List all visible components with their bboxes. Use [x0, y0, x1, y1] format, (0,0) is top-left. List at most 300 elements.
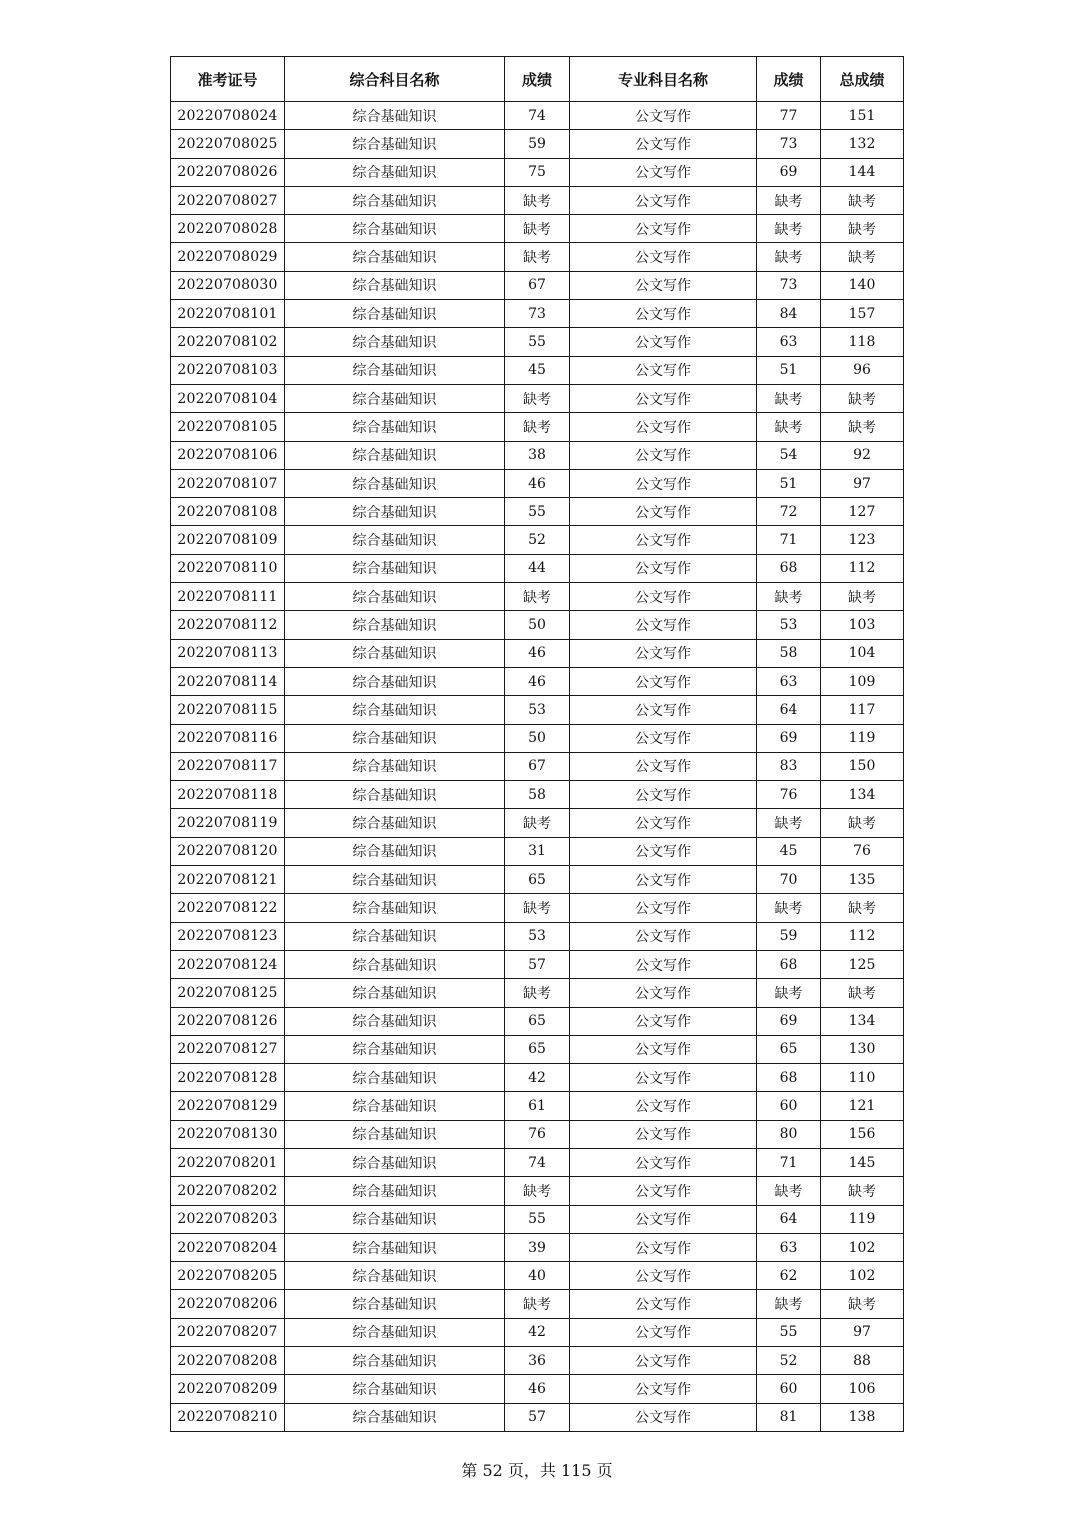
cell-general-score: 53 [505, 922, 570, 950]
table-row [171, 611, 904, 639]
cell-general-score: 74 [505, 102, 570, 130]
table-row [171, 696, 904, 724]
cell-major-subject: 公文写作 [570, 1262, 757, 1290]
cell-major-score: 53 [757, 611, 821, 639]
cell-general-score: 42 [505, 1064, 570, 1092]
cell-general-subject: 综合基础知识 [285, 724, 505, 752]
table-row [171, 1148, 904, 1176]
cell-general-score: 75 [505, 158, 570, 186]
cell-major-score: 62 [757, 1262, 821, 1290]
header-major-subject: 专业科目名称 [570, 57, 757, 102]
cell-major-subject: 公文写作 [570, 1375, 757, 1403]
cell-major-score: 缺考 [757, 583, 821, 611]
cell-total-score: 缺考 [821, 809, 904, 837]
cell-general-score: 61 [505, 1092, 570, 1120]
cell-major-subject: 公文写作 [570, 752, 757, 780]
table-row [171, 300, 904, 328]
cell-major-subject: 公文写作 [570, 158, 757, 186]
cell-exam-id: 20220708210 [171, 1403, 285, 1431]
cell-major-score: 64 [757, 1205, 821, 1233]
cell-exam-id: 20220708202 [171, 1177, 285, 1205]
cell-total-score: 127 [821, 498, 904, 526]
cell-general-subject: 综合基础知识 [285, 639, 505, 667]
cell-major-subject: 公文写作 [570, 1318, 757, 1346]
cell-major-score: 68 [757, 950, 821, 978]
cell-total-score: 119 [821, 724, 904, 752]
table-row [171, 979, 904, 1007]
cell-major-score: 缺考 [757, 413, 821, 441]
cell-exam-id: 20220708126 [171, 1007, 285, 1035]
cell-general-subject: 综合基础知识 [285, 781, 505, 809]
table-row [171, 328, 904, 356]
cell-major-subject: 公文写作 [570, 300, 757, 328]
cell-major-subject: 公文写作 [570, 894, 757, 922]
cell-major-subject: 公文写作 [570, 611, 757, 639]
cell-exam-id: 20220708115 [171, 696, 285, 724]
header-major-score: 成绩 [757, 57, 821, 102]
cell-total-score: 134 [821, 1007, 904, 1035]
cell-general-score: 缺考 [505, 583, 570, 611]
cell-general-score: 44 [505, 554, 570, 582]
table-row [171, 752, 904, 780]
cell-major-subject: 公文写作 [570, 554, 757, 582]
cell-total-score: 缺考 [821, 894, 904, 922]
cell-major-subject: 公文写作 [570, 102, 757, 130]
cell-total-score: 103 [821, 611, 904, 639]
table-row [171, 1205, 904, 1233]
cell-general-subject: 综合基础知识 [285, 1148, 505, 1176]
cell-major-subject: 公文写作 [570, 866, 757, 894]
cell-general-subject: 综合基础知识 [285, 413, 505, 441]
cell-major-subject: 公文写作 [570, 639, 757, 667]
cell-general-score: 缺考 [505, 413, 570, 441]
cell-general-score: 50 [505, 611, 570, 639]
cell-major-score: 72 [757, 498, 821, 526]
cell-exam-id: 20220708105 [171, 413, 285, 441]
cell-general-score: 39 [505, 1233, 570, 1261]
cell-exam-id: 20220708114 [171, 667, 285, 695]
cell-general-score: 55 [505, 328, 570, 356]
cell-major-score: 77 [757, 102, 821, 130]
cell-general-subject: 综合基础知识 [285, 328, 505, 356]
cell-major-score: 45 [757, 837, 821, 865]
cell-general-score: 57 [505, 950, 570, 978]
cell-exam-id: 20220708108 [171, 498, 285, 526]
cell-general-subject: 综合基础知识 [285, 837, 505, 865]
cell-major-score: 缺考 [757, 215, 821, 243]
cell-exam-id: 20220708130 [171, 1120, 285, 1148]
table-row [171, 781, 904, 809]
table-row [171, 498, 904, 526]
cell-major-score: 缺考 [757, 1290, 821, 1318]
cell-major-subject: 公文写作 [570, 1120, 757, 1148]
cell-major-score: 缺考 [757, 384, 821, 412]
table-row [171, 102, 904, 130]
cell-general-score: 50 [505, 724, 570, 752]
table-row [171, 1290, 904, 1318]
table-row [171, 441, 904, 469]
cell-exam-id: 20220708027 [171, 186, 285, 214]
cell-total-score: 缺考 [821, 243, 904, 271]
cell-general-subject: 综合基础知识 [285, 1375, 505, 1403]
cell-total-score: 缺考 [821, 186, 904, 214]
cell-general-subject: 综合基础知识 [285, 186, 505, 214]
cell-general-score: 59 [505, 130, 570, 158]
cell-general-score: 38 [505, 441, 570, 469]
cell-total-score: 缺考 [821, 384, 904, 412]
cell-total-score: 97 [821, 469, 904, 497]
cell-general-score: 缺考 [505, 809, 570, 837]
table-row [171, 1007, 904, 1035]
cell-general-subject: 综合基础知识 [285, 243, 505, 271]
cell-major-subject: 公文写作 [570, 781, 757, 809]
cell-exam-id: 20220708103 [171, 356, 285, 384]
cell-general-subject: 综合基础知识 [285, 441, 505, 469]
cell-major-subject: 公文写作 [570, 356, 757, 384]
cell-major-score: 68 [757, 1064, 821, 1092]
cell-general-score: 55 [505, 1205, 570, 1233]
cell-total-score: 157 [821, 300, 904, 328]
cell-general-score: 67 [505, 271, 570, 299]
cell-general-subject: 综合基础知识 [285, 611, 505, 639]
cell-exam-id: 20220708110 [171, 554, 285, 582]
cell-total-score: 106 [821, 1375, 904, 1403]
cell-exam-id: 20220708129 [171, 1092, 285, 1120]
cell-general-subject: 综合基础知识 [285, 271, 505, 299]
cell-exam-id: 20220708121 [171, 866, 285, 894]
cell-exam-id: 20220708104 [171, 384, 285, 412]
cell-total-score: 140 [821, 271, 904, 299]
cell-major-score: 52 [757, 1347, 821, 1375]
cell-general-score: 缺考 [505, 979, 570, 1007]
table-row [171, 469, 904, 497]
cell-general-score: 42 [505, 1318, 570, 1346]
cell-exam-id: 20220708120 [171, 837, 285, 865]
cell-major-score: 76 [757, 781, 821, 809]
cell-exam-id: 20220708101 [171, 300, 285, 328]
cell-total-score: 132 [821, 130, 904, 158]
cell-major-subject: 公文写作 [570, 837, 757, 865]
cell-general-subject: 综合基础知识 [285, 554, 505, 582]
table-row [171, 894, 904, 922]
cell-major-score: 84 [757, 300, 821, 328]
cell-general-score: 67 [505, 752, 570, 780]
cell-total-score: 119 [821, 1205, 904, 1233]
cell-total-score: 109 [821, 667, 904, 695]
cell-major-score: 缺考 [757, 1177, 821, 1205]
cell-major-score: 51 [757, 356, 821, 384]
cell-exam-id: 20220708122 [171, 894, 285, 922]
cell-major-score: 缺考 [757, 809, 821, 837]
cell-general-subject: 综合基础知识 [285, 1205, 505, 1233]
cell-general-score: 缺考 [505, 894, 570, 922]
cell-major-score: 73 [757, 130, 821, 158]
cell-total-score: 138 [821, 1403, 904, 1431]
cell-major-score: 60 [757, 1092, 821, 1120]
cell-general-subject: 综合基础知识 [285, 102, 505, 130]
table-row [171, 639, 904, 667]
cell-total-score: 112 [821, 922, 904, 950]
table-row [171, 1318, 904, 1346]
cell-general-subject: 综合基础知识 [285, 384, 505, 412]
cell-general-subject: 综合基础知识 [285, 130, 505, 158]
cell-major-score: 69 [757, 1007, 821, 1035]
cell-exam-id: 20220708203 [171, 1205, 285, 1233]
cell-major-subject: 公文写作 [570, 1064, 757, 1092]
cell-general-score: 74 [505, 1148, 570, 1176]
cell-general-score: 76 [505, 1120, 570, 1148]
cell-total-score: 104 [821, 639, 904, 667]
cell-general-score: 缺考 [505, 243, 570, 271]
cell-total-score: 144 [821, 158, 904, 186]
cell-total-score: 88 [821, 1347, 904, 1375]
cell-major-score: 缺考 [757, 894, 821, 922]
cell-total-score: 130 [821, 1035, 904, 1063]
cell-general-score: 36 [505, 1347, 570, 1375]
cell-general-subject: 综合基础知识 [285, 1403, 505, 1431]
cell-major-score: 缺考 [757, 186, 821, 214]
cell-exam-id: 20220708124 [171, 950, 285, 978]
cell-total-score: 135 [821, 866, 904, 894]
cell-exam-id: 20220708116 [171, 724, 285, 752]
table-row [171, 1403, 904, 1431]
table-row [171, 1375, 904, 1403]
cell-major-subject: 公文写作 [570, 186, 757, 214]
cell-exam-id: 20220708113 [171, 639, 285, 667]
cell-exam-id: 20220708117 [171, 752, 285, 780]
cell-general-subject: 综合基础知识 [285, 809, 505, 837]
table-row [171, 1177, 904, 1205]
cell-exam-id: 20220708208 [171, 1347, 285, 1375]
cell-major-subject: 公文写作 [570, 469, 757, 497]
cell-total-score: 118 [821, 328, 904, 356]
cell-general-score: 缺考 [505, 1177, 570, 1205]
table-row [171, 356, 904, 384]
cell-major-score: 71 [757, 1148, 821, 1176]
cell-general-score: 46 [505, 667, 570, 695]
table-row [171, 1035, 904, 1063]
page-number-footer: 第 52 页，共 115 页 [461, 1461, 613, 1480]
cell-major-subject: 公文写作 [570, 1177, 757, 1205]
cell-major-score: 63 [757, 667, 821, 695]
cell-total-score: 150 [821, 752, 904, 780]
cell-major-score: 64 [757, 696, 821, 724]
cell-major-score: 69 [757, 158, 821, 186]
cell-exam-id: 20220708102 [171, 328, 285, 356]
cell-general-subject: 综合基础知识 [285, 1035, 505, 1063]
cell-exam-id: 20220708125 [171, 979, 285, 1007]
cell-exam-id: 20220708207 [171, 1318, 285, 1346]
cell-exam-id: 20220708205 [171, 1262, 285, 1290]
cell-exam-id: 20220708123 [171, 922, 285, 950]
header-exam-id: 准考证号 [171, 57, 285, 102]
cell-major-subject: 公文写作 [570, 1092, 757, 1120]
cell-total-score: 125 [821, 950, 904, 978]
cell-general-score: 缺考 [505, 384, 570, 412]
cell-major-subject: 公文写作 [570, 1233, 757, 1261]
cell-general-score: 52 [505, 526, 570, 554]
cell-general-subject: 综合基础知识 [285, 950, 505, 978]
cell-major-subject: 公文写作 [570, 526, 757, 554]
cell-general-subject: 综合基础知识 [285, 1007, 505, 1035]
cell-exam-id: 20220708112 [171, 611, 285, 639]
cell-general-subject: 综合基础知识 [285, 583, 505, 611]
cell-general-subject: 综合基础知识 [285, 469, 505, 497]
cell-exam-id: 20220708026 [171, 158, 285, 186]
cell-major-subject: 公文写作 [570, 979, 757, 1007]
cell-total-score: 96 [821, 356, 904, 384]
cell-general-score: 65 [505, 1007, 570, 1035]
cell-major-score: 70 [757, 866, 821, 894]
score-table [170, 56, 904, 1432]
cell-major-subject: 公文写作 [570, 441, 757, 469]
table-row [171, 866, 904, 894]
cell-general-score: 缺考 [505, 215, 570, 243]
cell-exam-id: 20220708128 [171, 1064, 285, 1092]
cell-general-subject: 综合基础知识 [285, 1092, 505, 1120]
cell-exam-id: 20220708029 [171, 243, 285, 271]
header-general-subject: 综合科目名称 [285, 57, 505, 102]
cell-general-subject: 综合基础知识 [285, 979, 505, 1007]
cell-major-subject: 公文写作 [570, 667, 757, 695]
cell-general-subject: 综合基础知识 [285, 1262, 505, 1290]
cell-major-subject: 公文写作 [570, 1148, 757, 1176]
cell-exam-id: 20220708127 [171, 1035, 285, 1063]
cell-exam-id: 20220708107 [171, 469, 285, 497]
cell-major-subject: 公文写作 [570, 1403, 757, 1431]
table-row [171, 1120, 904, 1148]
cell-total-score: 151 [821, 102, 904, 130]
cell-exam-id: 20220708204 [171, 1233, 285, 1261]
cell-general-subject: 综合基础知识 [285, 894, 505, 922]
cell-major-score: 63 [757, 1233, 821, 1261]
cell-general-subject: 综合基础知识 [285, 866, 505, 894]
cell-general-score: 57 [505, 1403, 570, 1431]
cell-major-score: 65 [757, 1035, 821, 1063]
cell-major-subject: 公文写作 [570, 384, 757, 412]
header-total-score: 总成绩 [821, 57, 904, 102]
cell-major-score: 缺考 [757, 243, 821, 271]
table-row [171, 413, 904, 441]
cell-major-subject: 公文写作 [570, 130, 757, 158]
cell-major-subject: 公文写作 [570, 1205, 757, 1233]
cell-major-subject: 公文写作 [570, 498, 757, 526]
table-row [171, 526, 904, 554]
cell-general-score: 缺考 [505, 186, 570, 214]
cell-general-subject: 综合基础知识 [285, 1318, 505, 1346]
cell-general-score: 缺考 [505, 1290, 570, 1318]
cell-exam-id: 20220708119 [171, 809, 285, 837]
cell-total-score: 134 [821, 781, 904, 809]
table-row [171, 1092, 904, 1120]
cell-major-subject: 公文写作 [570, 724, 757, 752]
cell-major-subject: 公文写作 [570, 1035, 757, 1063]
cell-major-subject: 公文写作 [570, 696, 757, 724]
cell-total-score: 缺考 [821, 1290, 904, 1318]
cell-major-subject: 公文写作 [570, 809, 757, 837]
cell-major-subject: 公文写作 [570, 950, 757, 978]
cell-general-score: 73 [505, 300, 570, 328]
cell-major-subject: 公文写作 [570, 583, 757, 611]
cell-major-score: 81 [757, 1403, 821, 1431]
cell-general-subject: 综合基础知识 [285, 158, 505, 186]
cell-major-subject: 公文写作 [570, 1290, 757, 1318]
cell-major-subject: 公文写作 [570, 1007, 757, 1035]
cell-general-subject: 综合基础知识 [285, 667, 505, 695]
cell-exam-id: 20220708028 [171, 215, 285, 243]
table-row [171, 1233, 904, 1261]
table-body [171, 102, 904, 1432]
cell-general-score: 65 [505, 866, 570, 894]
cell-major-score: 68 [757, 554, 821, 582]
table-row [171, 950, 904, 978]
cell-total-score: 121 [821, 1092, 904, 1120]
cell-general-score: 46 [505, 469, 570, 497]
cell-total-score: 123 [821, 526, 904, 554]
cell-exam-id: 20220708024 [171, 102, 285, 130]
cell-major-subject: 公文写作 [570, 922, 757, 950]
cell-exam-id: 20220708206 [171, 1290, 285, 1318]
cell-total-score: 76 [821, 837, 904, 865]
cell-general-subject: 综合基础知识 [285, 922, 505, 950]
cell-total-score: 缺考 [821, 1177, 904, 1205]
cell-major-score: 80 [757, 1120, 821, 1148]
cell-major-subject: 公文写作 [570, 271, 757, 299]
cell-total-score: 156 [821, 1120, 904, 1148]
cell-major-score: 83 [757, 752, 821, 780]
table-row [171, 384, 904, 412]
table-row [171, 215, 904, 243]
cell-total-score: 110 [821, 1064, 904, 1092]
table-row [171, 922, 904, 950]
cell-exam-id: 20220708030 [171, 271, 285, 299]
table-row [171, 554, 904, 582]
cell-major-subject: 公文写作 [570, 243, 757, 271]
cell-general-score: 31 [505, 837, 570, 865]
cell-major-score: 59 [757, 922, 821, 950]
cell-exam-id: 20220708118 [171, 781, 285, 809]
cell-exam-id: 20220708025 [171, 130, 285, 158]
header-general-score: 成绩 [505, 57, 570, 102]
cell-major-subject: 公文写作 [570, 1347, 757, 1375]
cell-general-subject: 综合基础知识 [285, 498, 505, 526]
cell-major-score: 73 [757, 271, 821, 299]
table-row [171, 1064, 904, 1092]
cell-general-score: 58 [505, 781, 570, 809]
table-row [171, 243, 904, 271]
cell-total-score: 97 [821, 1318, 904, 1346]
cell-major-score: 71 [757, 526, 821, 554]
cell-total-score: 缺考 [821, 979, 904, 1007]
cell-exam-id: 20220708209 [171, 1375, 285, 1403]
cell-total-score: 92 [821, 441, 904, 469]
cell-general-subject: 综合基础知识 [285, 752, 505, 780]
cell-major-score: 69 [757, 724, 821, 752]
cell-general-score: 40 [505, 1262, 570, 1290]
cell-major-score: 缺考 [757, 979, 821, 1007]
cell-major-score: 60 [757, 1375, 821, 1403]
cell-general-score: 53 [505, 696, 570, 724]
cell-general-score: 65 [505, 1035, 570, 1063]
table-row [171, 158, 904, 186]
cell-total-score: 117 [821, 696, 904, 724]
cell-major-score: 63 [757, 328, 821, 356]
table-row [171, 724, 904, 752]
cell-total-score: 112 [821, 554, 904, 582]
cell-total-score: 缺考 [821, 215, 904, 243]
cell-general-subject: 综合基础知识 [285, 526, 505, 554]
cell-total-score: 缺考 [821, 583, 904, 611]
